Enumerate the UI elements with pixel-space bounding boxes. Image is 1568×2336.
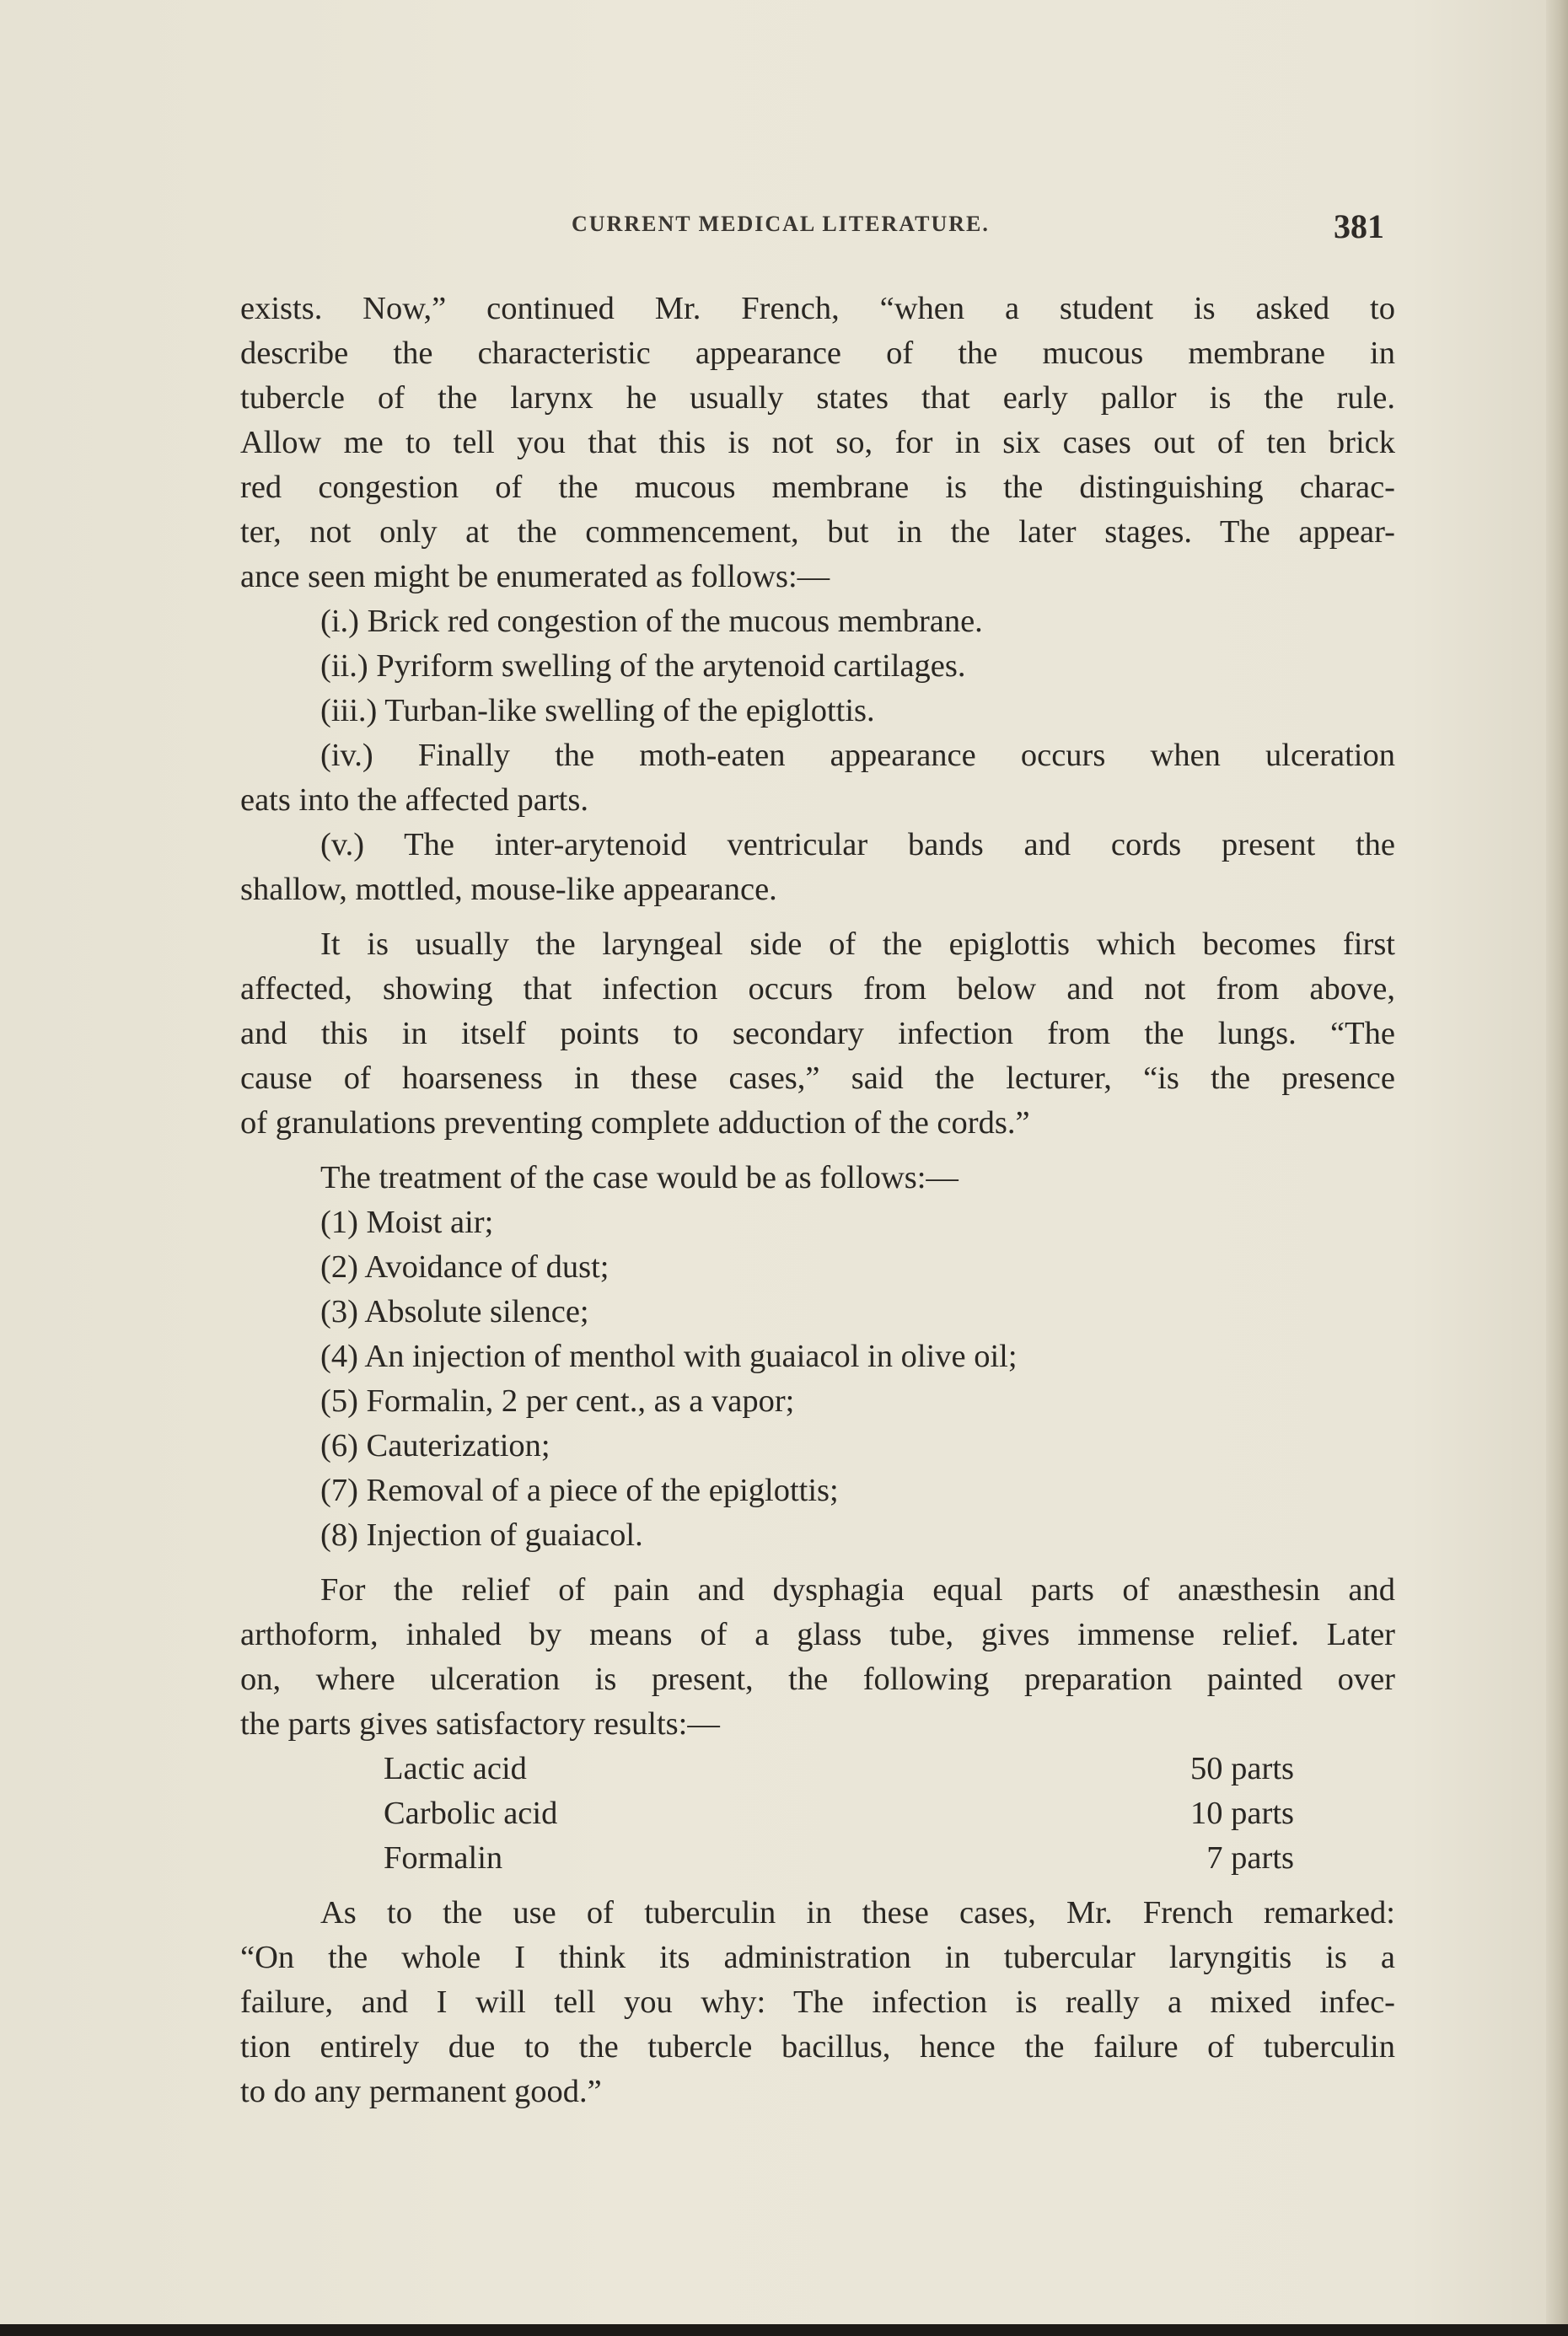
preparation-row [240,1791,1395,1835]
preparation-amount: 7 parts [1206,1840,1294,1876]
treatment-item: (6) Cauterization; [320,1428,550,1463]
preparation-ingredient: Formalin [384,1840,503,1876]
treatment-item: (2) Avoidance of dust; [320,1249,609,1285]
text-line: Allow me to tell you that this is not so, for in six cases out of ten brick [240,425,1395,460]
appearance-item: (iii.) Turban-like swelling of the epiglottis. [320,693,875,728]
appearance-item-continuation: shallow, mottled, mouse-like appearance. [240,872,777,907]
page-number: 381 [1334,207,1384,245]
text-line: arthoform, inhaled by means of a glass tube, gives immense relief. Later [240,1617,1395,1652]
page-header [0,207,1568,249]
treatment-item: (1) Moist air; [320,1205,494,1240]
text-line: It is usually the laryngeal side of the epiglottis which becomes first [320,926,1395,962]
text-line: For the relief of pain and dysphagia equal parts of anæsthesin and [320,1572,1395,1608]
appearance-item: (iv.) Finally the moth-eaten appearance occurs when ulceration [320,738,1395,773]
appearance-item-continuation: eats into the affected parts. [240,782,588,818]
text-line: and this in itself points to secondary infection from the lungs. “The [240,1016,1395,1051]
text-line: of granulations preventing complete adduction of the cords.” [240,1105,1030,1141]
text-line: tubercle of the larynx he usually states that early pallor is the rule. [240,380,1395,416]
preparation-row [240,1836,1395,1880]
treatment-item: (5) Formalin, 2 per cent., as a vapor; [320,1383,795,1419]
text-line: the parts gives satisfactory results:— [240,1706,720,1742]
preparation-row [240,1747,1395,1791]
text-line: As to the use of tuberculin in these cases, Mr. French remarked: [320,1895,1395,1931]
text-line: ance seen might be enumerated as follows:— [240,559,830,594]
text-line: tion entirely due to the tubercle bacillus, hence the failure of tuberculin [240,2029,1395,2065]
text-line: cause of hoarseness in these cases,” said the lecturer, “is the presence [240,1061,1395,1096]
treatment-item: (8) Injection of guaiacol. [320,1517,643,1553]
text-line: describe the characteristic appearance of the mucous membrane in [240,336,1395,371]
preparation-ingredient: Carbolic acid [384,1796,558,1831]
text-line: ter, not only at the commencement, but in the later stages. The appear- [240,514,1395,550]
page-edge-shadow [1546,0,1568,2336]
appearance-item: (i.) Brick red congestion of the mucous membrane. [320,604,983,639]
text-line: to do any permanent good.” [240,2074,602,2109]
treatment-item: (3) Absolute silence; [320,1294,589,1329]
text-line: failure, and I will tell you why: The infection is really a mixed infec- [240,1984,1395,2020]
text-line: exists. Now,” continued Mr. French, “when a student is asked to [240,291,1395,326]
text-line: affected, showing that infection occurs from below and not from above, [240,971,1395,1007]
text-line: on, where ulceration is present, the following preparation painted over [240,1662,1395,1697]
treatment-item: (7) Removal of a piece of the epiglottis; [320,1473,839,1508]
text-line: red congestion of the mucous membrane is the distinguishing charac- [240,470,1395,505]
page-bottom-edge [0,2324,1568,2336]
preparation-ingredient: Lactic acid [384,1751,527,1786]
text-line: “On the whole I think its administration in tubercular laryngitis is a [240,1940,1395,1975]
treatment-intro: The treatment of the case would be as follows:— [320,1160,959,1195]
treatment-item: (4) An injection of menthol with guaiacol in olive oil; [320,1339,1018,1374]
appearance-item: (v.) The inter-arytenoid ventricular bands and cords present the [320,827,1395,862]
preparation-amount: 10 parts [1190,1796,1294,1831]
appearance-item: (ii.) Pyriform swelling of the arytenoid cartilages. [320,648,966,684]
preparation-amount: 50 parts [1190,1751,1294,1786]
running-head: CURRENT MEDICAL LITERATURE. [572,212,990,236]
